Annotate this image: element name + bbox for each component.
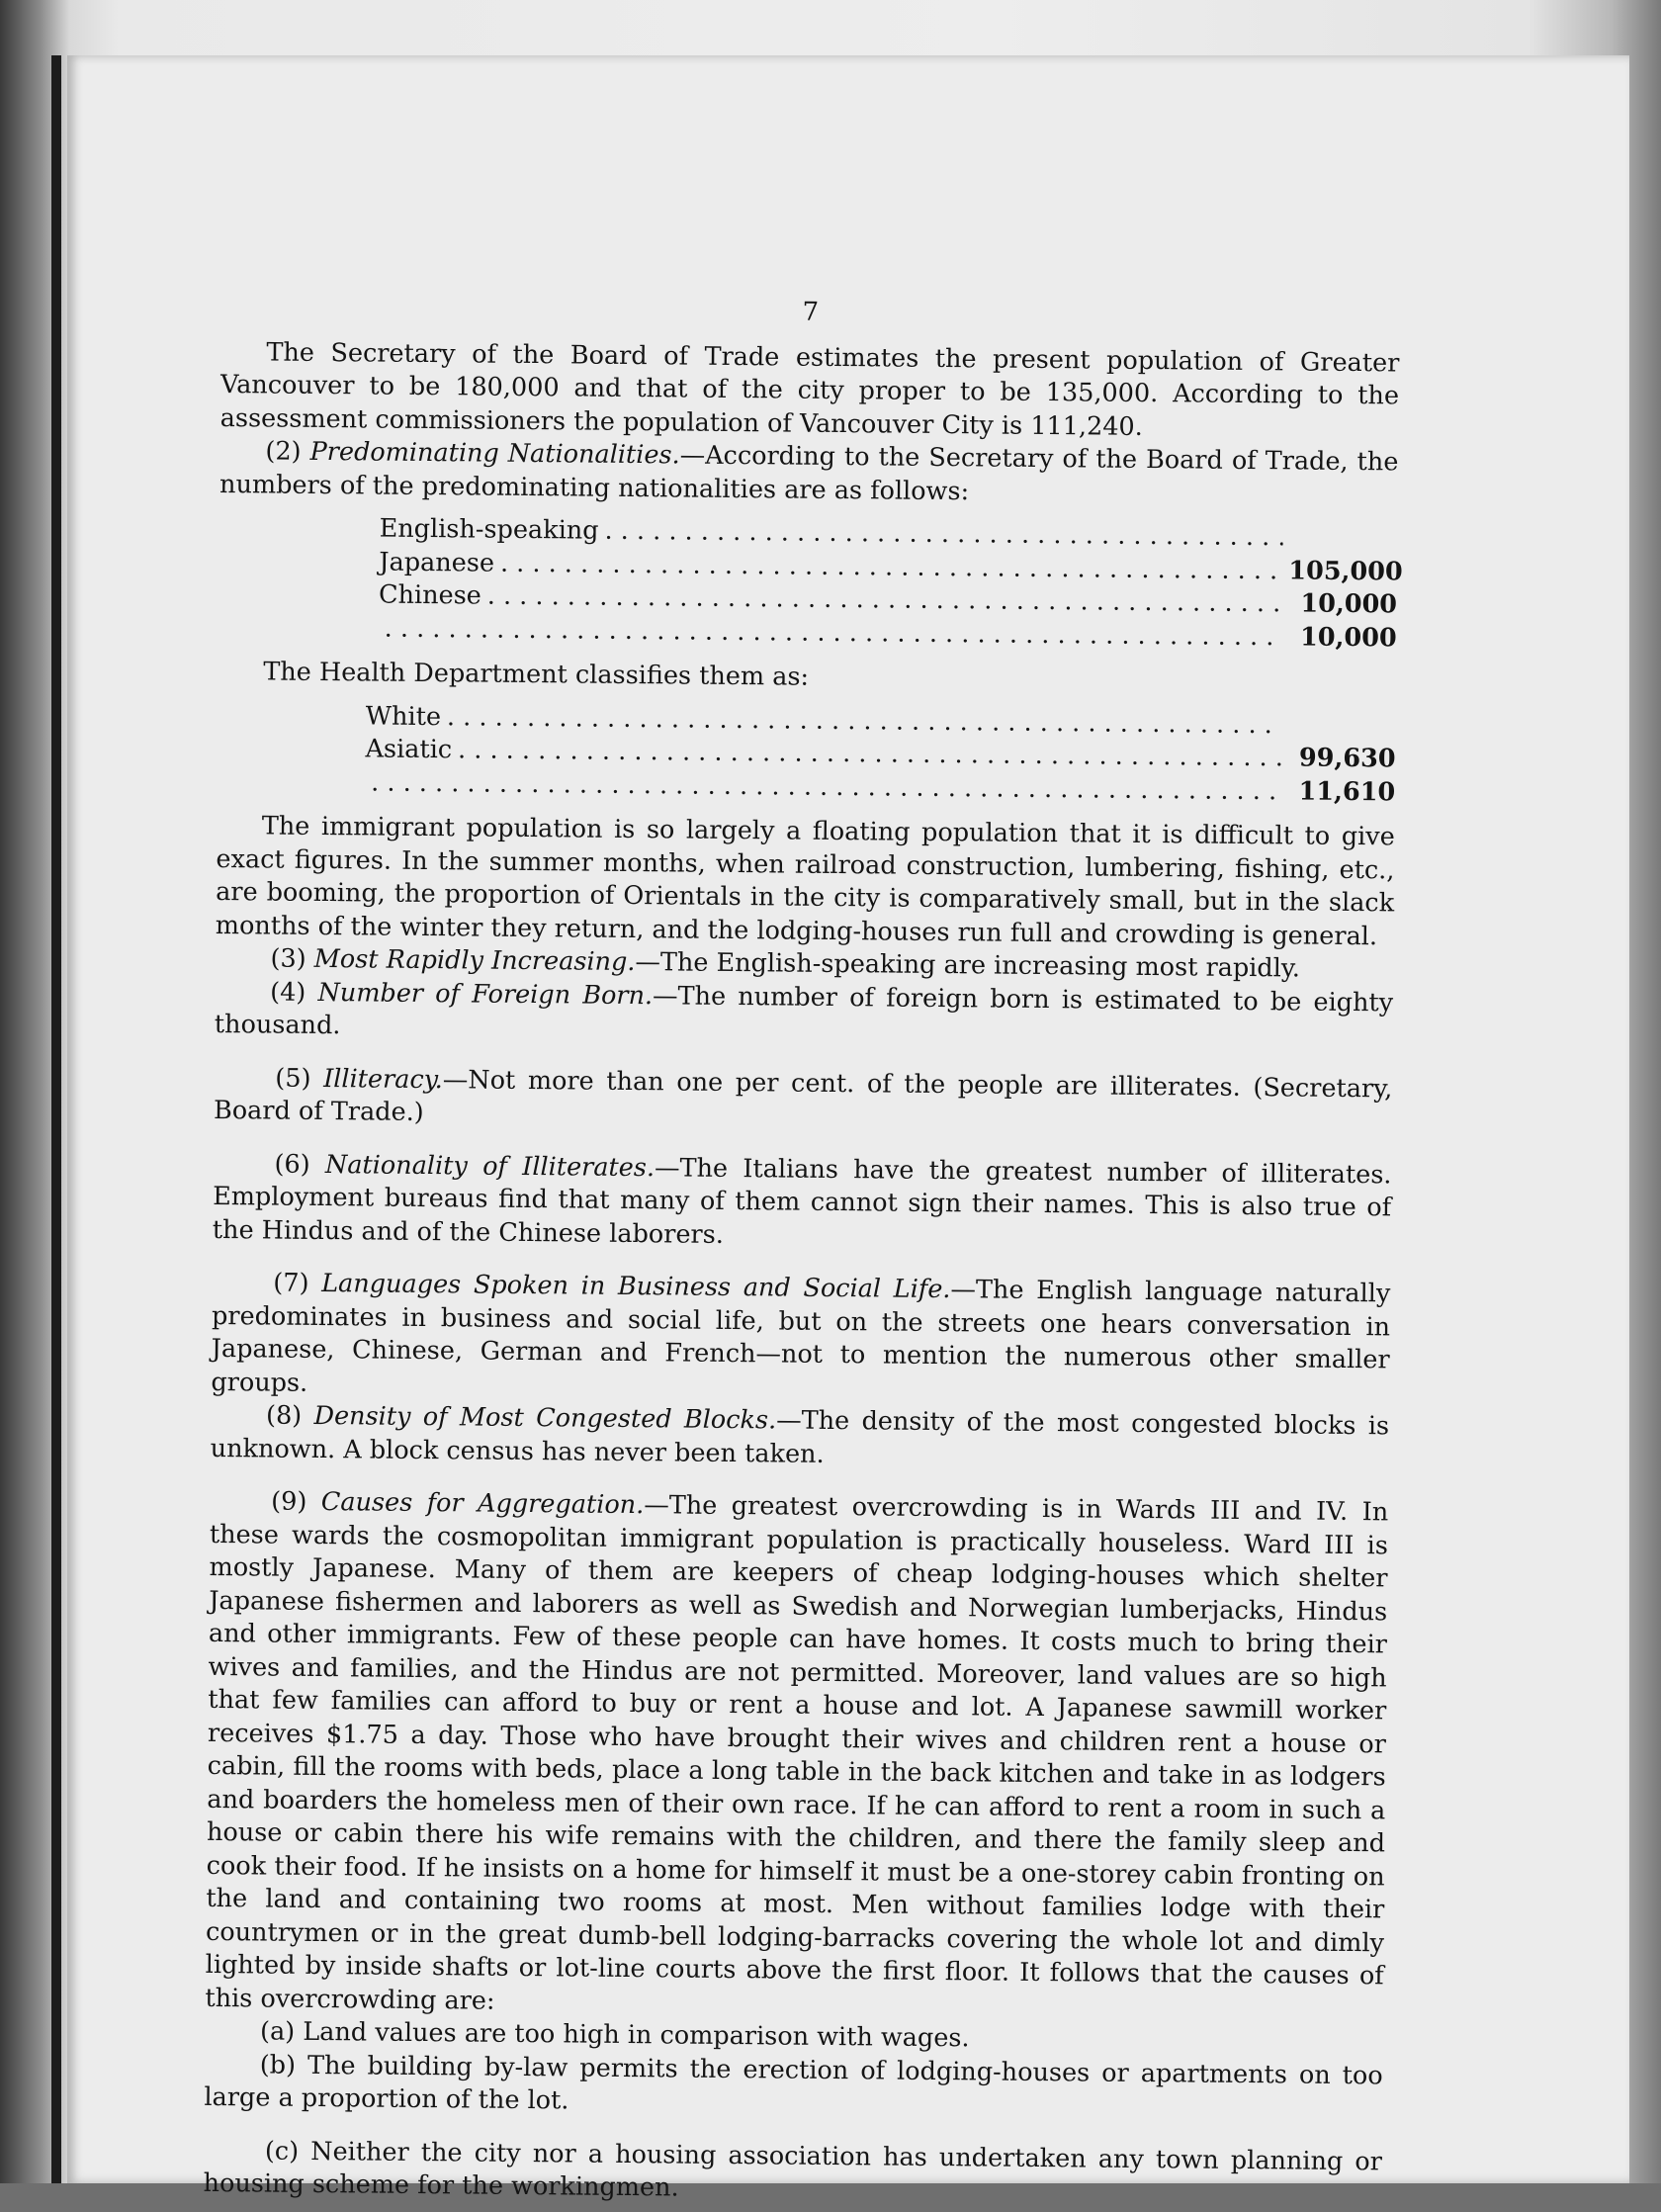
- section-8-paragraph: [211, 1399, 1390, 1476]
- page-number: 7: [802, 297, 820, 327]
- cause-letter: (c): [264, 2136, 300, 2167]
- section-number: (3): [270, 943, 306, 974]
- section-number: (2): [265, 436, 302, 467]
- section-title: Languages Spoken in Business and Social Life.: [321, 1269, 951, 1305]
- binding-edge: [51, 55, 61, 2183]
- health-table: [217, 698, 1396, 809]
- section-7-paragraph: [211, 1267, 1390, 1410]
- row-value: 10,000: [1300, 588, 1398, 620]
- section-number: (9): [271, 1486, 307, 1517]
- section-title: Causes for Aggregation.: [320, 1487, 645, 1521]
- cause-letter: (b): [259, 2049, 297, 2080]
- section-title: Number of Foreign Born.: [317, 977, 654, 1011]
- cause-text: Land values are too high in comparison with wages.: [303, 2016, 970, 2054]
- cause-item: [203, 2134, 1382, 2211]
- row-value: 10,000: [1299, 621, 1397, 653]
- row-value: [1287, 733, 1396, 734]
- section-text: —According to the Secretary of the Board of Trade, the numbers of the predominating nationalities are as follows:: [219, 440, 1399, 506]
- section-number: (8): [265, 1400, 303, 1431]
- health-intro: The Health Department classifies them as:: [263, 657, 810, 692]
- cause-text: Neither the city nor a housing association has undertaken any town planning or housing scheme for the workingmen.: [203, 2136, 1383, 2203]
- section-2-paragraph: [219, 435, 1399, 512]
- page-text: [203, 291, 1403, 2212]
- cause-text: The building by-law permits the erection of lodging-houses or apartments on too large a proportion of the lot.: [204, 2050, 1383, 2116]
- section-text: —The English language naturally predominates in business and social life, but on the streets one hears conversation in Japanese, Chinese, German and French—not to mention the numerous other smaller groups.: [211, 1275, 1391, 1398]
- row-label: English-speaking: [379, 513, 599, 546]
- section-text: —Not more than one per cent. of the people are illiterates. (Secretary, Board of Trade.): [213, 1064, 1393, 1128]
- section-title: Nationality of Illiterates.: [324, 1149, 656, 1183]
- section-number: (4): [270, 977, 306, 1008]
- section-text: —The Italians have the greatest number of illiterates. Employment bureaus find that many of them cannot sign their names. This is also true of the Hindus and of the Chinese laborers.: [212, 1152, 1392, 1250]
- section-text: —The English-speaking are increasing most rapidly.: [635, 947, 1301, 984]
- row-label: Japanese: [379, 547, 495, 578]
- cause-letter: (a): [259, 2016, 296, 2047]
- row-value: 99,630: [1298, 743, 1396, 774]
- row-label: White: [365, 700, 442, 732]
- intro-paragraph: The Secretary of the Board of Trade estimates the present population of Greater Vancouver to be 180,000 and that of the city proper to be 135,000. According to the assessment commissioners the population of Vancouver City is 111,240.: [219, 336, 1400, 442]
- row-value: 105,000: [1288, 555, 1403, 586]
- section-title: Illiteracy.: [323, 1063, 443, 1095]
- section-title: Density of Most Congested Blocks.: [313, 1400, 777, 1436]
- section-number: (6): [274, 1149, 310, 1180]
- section-number: (7): [273, 1268, 309, 1298]
- section-4-paragraph: [215, 975, 1394, 1052]
- immigrant-paragraph: The immigrant population is so largely a floating population that it is difficult to give exact figures. In the summer months, when railroad construction, lumbering, fishing, etc., are booming, the proportion of Orientals in the city is comparatively small, but in the slack months of the winter they return, and the lodging-houses run full and crowding is general.: [215, 811, 1395, 951]
- cause-item: [204, 2048, 1383, 2125]
- section-text: —The number of foreign born is estimated to be eighty thousand.: [214, 980, 1394, 1041]
- section-5-paragraph: [214, 1061, 1393, 1138]
- section-title: Predominating Nationalities.: [309, 436, 680, 471]
- row-label: Chinese: [378, 579, 481, 611]
- section-text: —The density of the most congested blocks is unknown. A block census has never been taken.: [210, 1405, 1390, 1469]
- section-6-paragraph: [213, 1147, 1392, 1258]
- row-label: Asiatic: [365, 734, 453, 765]
- row-value: 11,610: [1298, 775, 1396, 807]
- section-9-paragraph: [205, 1485, 1388, 2026]
- section-text: —The greatest overcrowding is in Wards III and IV. In these wards the cosmopolitan immigrant population is practically houseless. Ward III is mostly Japanese. Many of them are keepers of cheap lodging-houses which shelter Japanese fishermen and laborers as well as Swedish and Norwegian lumberjacks, Hindus and other immigrants. Few of these people can have homes. It costs much to bring their wives and families, and the Hindus are not permitted. Moreover, land values are so high that few families can afford to buy or rent a house and lot. A Japanese sawmill worker receives $1.75 a day. Those who have brought their wives and children rent a house or cabin, fill the rooms with beds, place a long table in the back kitchen and take in as lodgers and boarders the homeless men of their own race. If he can afford to rent a room in such a house or cabin there his wife remains with the children, and there the family sleep and cook their food. If he insists on a home for himself it must be a one-storey cabin fronting on the land and containing two rooms at most. Men without families lodge with their countrymen or in the great dumb-bell lodging-barracks covering the whole lot and dimly lighted by inside shafts or lot-line courts above the first floor. It follows that the causes of this overcrowding are:: [205, 1490, 1389, 2016]
- section-number: (5): [275, 1063, 311, 1094]
- row-value: [1289, 545, 1398, 546]
- section-title: Most Rapidly Increasing.: [313, 943, 636, 978]
- nationalities-table: [219, 511, 1403, 655]
